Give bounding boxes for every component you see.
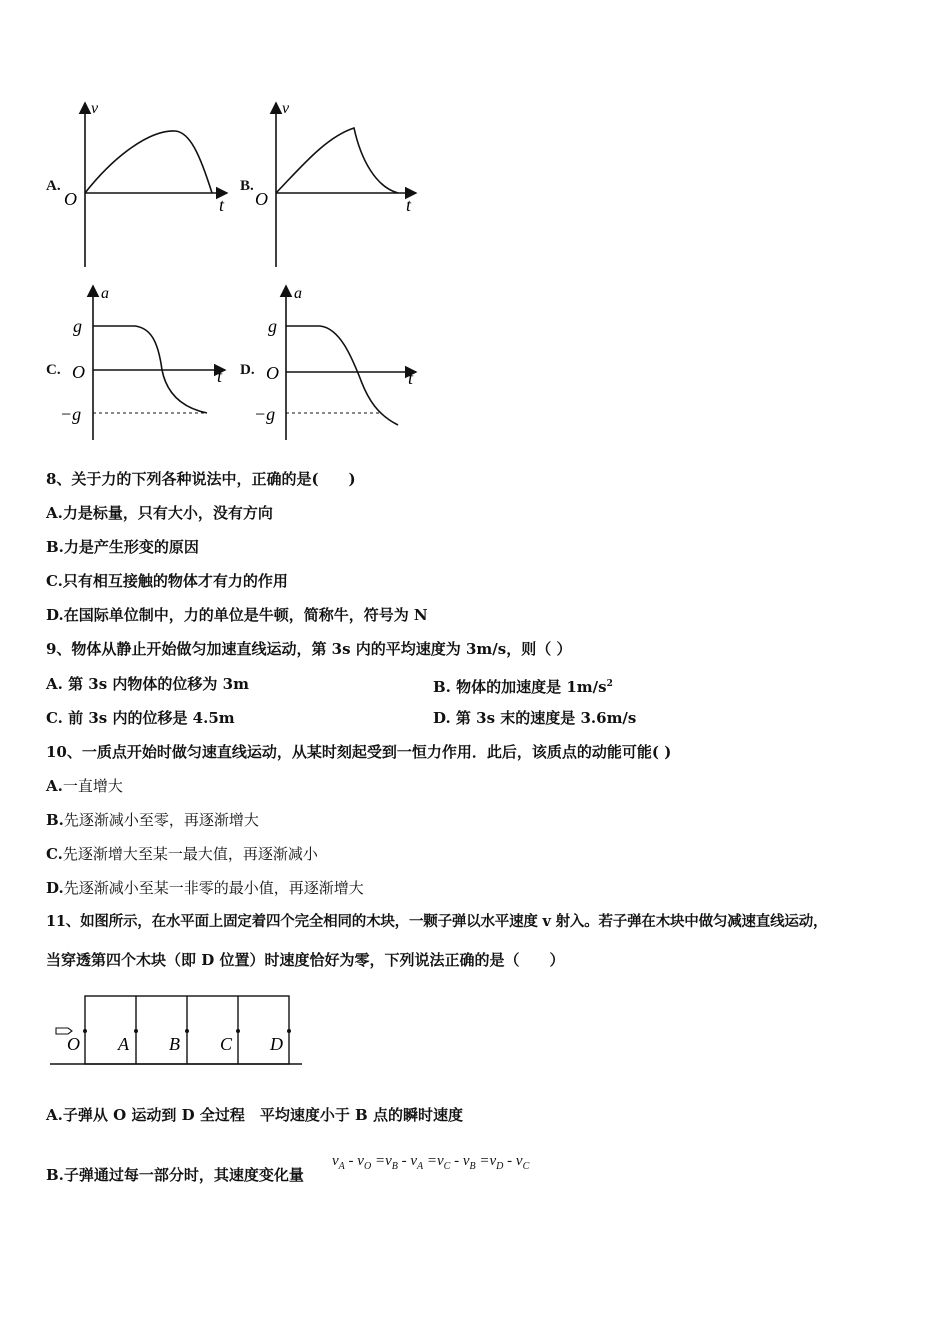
option-b-label: B. [240, 178, 254, 194]
label-a: A [118, 1034, 129, 1054]
q11-stem-line2: 当穿透第四个木块（即 D 位置）时速度恰好为零，下列说法正确的是（ ） [46, 951, 565, 969]
origin-label: O [266, 363, 279, 383]
q10-option-c [46, 844, 318, 864]
q10-option-d-key: D. [46, 879, 64, 897]
origin-label: O [255, 189, 268, 209]
graph-a [55, 95, 240, 275]
minus-g-label: −g [254, 404, 276, 424]
option-c-label: C. [46, 362, 61, 378]
g-label: g [268, 316, 277, 336]
q8-option-a: A.力是标量，只有大小，没有方向 [46, 504, 273, 522]
y-axis-label: v [91, 100, 99, 117]
q9-stem: 9、物体从静止开始做匀加速直线运动，第 3s 内的平均速度为 3m/s，则（ ） [46, 640, 572, 658]
x-axis-label: t [217, 366, 223, 386]
q10-option-d [46, 878, 364, 898]
graph-b [246, 95, 431, 275]
q8-option-c: C.只有相互接触的物体才有力的作用 [46, 572, 288, 590]
velocity-curve [276, 128, 398, 193]
q10-option-b-key: B. [46, 811, 64, 829]
q8-option-d: D.在国际单位制中，力的单位是牛顿，简称牛，符号为 N [46, 606, 428, 624]
q10-option-c-text: 先逐渐增大至某一最大值，再逐渐减小 [62, 845, 318, 863]
option-a-label: A. [46, 178, 61, 194]
y-axis-label: v [282, 100, 290, 117]
minus-g-label: −g [60, 404, 82, 424]
point-o [83, 1029, 87, 1033]
q11-option-b: B.子弹通过每一部分时，其速度变化量 [46, 1166, 304, 1184]
q11-option-b-formula: $v_A - v_O =v_B - v_A =v_C - v_B =v_D - v_C$ [332, 1153, 530, 1172]
graph-c [55, 280, 240, 445]
q10-option-c-key: C. [46, 845, 63, 863]
x-axis-label: t [406, 195, 412, 215]
q8-option-b: B.力是产生形变的原因 [46, 538, 199, 556]
q11-stem-line1: 11、如图所示，在水平面上固定着四个完全相同的木块，一颗子弹以水平速度 v 射入。若子弹在木块中做匀减速直线运动， [46, 913, 828, 930]
q10-option-a-text: 一直增大 [62, 777, 123, 795]
q9-option-c: C. 前 3s 内的位移是 4.5m [46, 709, 235, 727]
point-b [185, 1029, 189, 1033]
origin-label: O [72, 362, 85, 382]
q10-option-a [46, 776, 123, 796]
q10-option-b [46, 810, 259, 830]
label-b: B [169, 1034, 180, 1054]
q10-stem: 10、一质点开始时做匀速直线运动，从某时刻起受到一恒力作用．此后，该质点的动能可能( ) [46, 743, 672, 761]
q9-option-a: A. 第 3s 内物体的位移为 3m [46, 675, 249, 693]
graph-d [248, 280, 433, 445]
q11-option-a: A.子弹从 O 运动到 D 全过程 平均速度小于 B 点的瞬时速度 [46, 1106, 463, 1124]
velocity-curve [85, 131, 212, 193]
q9-option-d: D. 第 3s 末的速度是 3.6m/s [433, 709, 637, 727]
x-axis-label: t [408, 368, 414, 388]
label-o: O [67, 1034, 80, 1054]
q10-option-a-key: A. [46, 777, 63, 795]
label-c: C [220, 1034, 233, 1054]
point-d [287, 1029, 291, 1033]
q10-option-b-text: 先逐渐减小至零，再逐渐增大 [63, 811, 259, 829]
origin-label: O [64, 189, 77, 209]
label-d: D [270, 1034, 283, 1054]
y-axis-label: a [101, 285, 109, 302]
g-label: g [73, 316, 82, 336]
q9-option-b-exponent: 2 [606, 679, 613, 689]
q9-option-b-text: B. 物体的加速度是 1m/s [433, 678, 607, 696]
y-axis-label: a [294, 285, 302, 302]
acceleration-curve [286, 326, 398, 425]
blocks-figure [48, 990, 310, 1070]
q10-option-d-text: 先逐渐减小至某一非零的最小值，再逐渐增大 [63, 879, 364, 897]
x-axis-label: t [219, 195, 225, 215]
q9-option-b [433, 674, 613, 697]
q8-stem: 8、关于力的下列各种说法中，正确的是( ) [46, 470, 356, 488]
option-d-label: D. [240, 362, 255, 378]
point-c [236, 1029, 240, 1033]
point-a [134, 1029, 138, 1033]
